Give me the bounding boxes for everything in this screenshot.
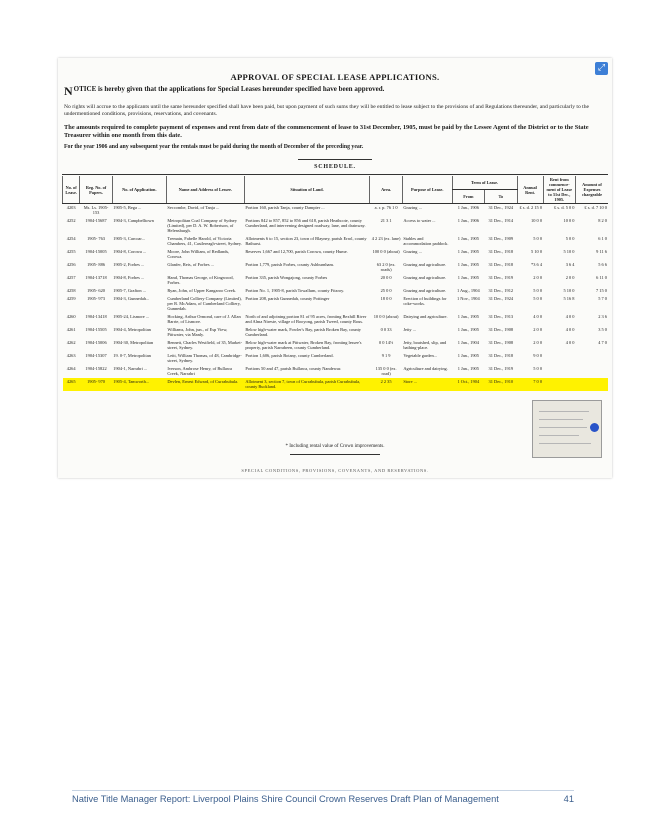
- cell-reg-no: 1904-15687: [85, 218, 107, 223]
- cell-lease-no: 4263: [66, 353, 76, 358]
- cell-purpose: Dairying and agriculture.: [403, 314, 448, 319]
- cell-lease-no: 4254: [66, 236, 76, 241]
- cell-term-from: 1 Jan., 1905: [457, 327, 479, 332]
- cell-purpose: Stables and accommodation paddock.: [403, 236, 449, 246]
- cell-rent-from: 2 0 0: [565, 275, 575, 280]
- cell-reg-no: 1904-13718: [85, 275, 107, 280]
- col-area: Area.: [370, 176, 402, 204]
- table-row: [63, 352, 609, 365]
- col-term: Term of Lease.: [452, 176, 517, 189]
- cell-area: 10 0 0 (about): [373, 314, 399, 319]
- page-footer: [72, 794, 574, 804]
- cell-lessee: Glanfer, Reis, of Forbes ...: [167, 262, 214, 267]
- cell-term-from: 1 Jan., 1906: [457, 218, 479, 223]
- cell-annual-rent: 2 0 0: [533, 327, 543, 332]
- cell-lease-no: 4257: [66, 275, 76, 280]
- cell-expenses: [576, 365, 609, 378]
- cell-term-from: 1 Jan., 1904: [457, 340, 479, 345]
- table-row: [63, 274, 609, 287]
- cell-situation: Below high-water mark, Fowler's Bay, parish Broken Bay, county Cumberland.: [245, 327, 362, 337]
- rubber-stamp: [532, 400, 602, 458]
- table-top-rule: [62, 174, 608, 175]
- cell-situation: North of and adjoining portion 81 of 95 acres, fronting Bexhill River and Alma Nireste, village of Booyong, parish Tweed, county Rous.: [245, 314, 367, 324]
- cell-annual-rent: 5 0 0: [533, 288, 543, 293]
- table-row: [63, 378, 609, 391]
- cell-application: 1904-8, Forbes ...: [113, 275, 145, 280]
- cell-term-to: 31 Dec., 1908: [488, 327, 514, 332]
- cell-annual-rent: 2 0 0: [533, 340, 543, 345]
- page-number: 41: [563, 794, 574, 804]
- cell-rent-from: 4 0 0: [565, 327, 575, 332]
- col-lessee: Name and Address of Lessee.: [166, 176, 244, 204]
- cell-lease-no: 4265: [63, 378, 80, 391]
- table-row: [63, 339, 609, 352]
- cell-lessee: Devlen, Ernest Edward, of Currabubula.: [166, 378, 244, 391]
- cell-term-from: 1 Jan., 1905: [457, 353, 479, 358]
- cell-reg-no: 1904-15307: [85, 353, 107, 358]
- table-row: [63, 295, 609, 313]
- cell-purpose: Grazing and agriculture.: [403, 275, 447, 280]
- cell-lessee: Tremain, Fabelle Harold, of Victoria Chambers, 41, Castlereagh-street, Sydney.: [167, 236, 242, 246]
- scanned-gazette-page: [58, 58, 612, 478]
- cell-lease-no: 4203: [66, 205, 76, 210]
- footnote: * Including rental value of Crown improvements.: [285, 444, 385, 449]
- cell-reg-no: 1904-13418: [85, 314, 107, 319]
- cell-area: 0 0 14½: [378, 340, 394, 345]
- document-title: APPROVAL OF SPECIAL LEASE APPLICATIONS.: [230, 72, 440, 82]
- cell-expenses: 5 7 0: [598, 296, 607, 301]
- cell-annual-rent: 10 0 0: [531, 218, 543, 223]
- cell-expenses: £ s. d. 7 10 0: [584, 205, 607, 210]
- table-row: [63, 204, 609, 218]
- cell-purpose: Grazing ...: [403, 249, 422, 254]
- cell-expenses: 8 2 0: [598, 218, 607, 223]
- amounts-paragraph: The amounts required to complete payment of expenses and rent from date of the commencement of lease to 31st December, 1905, must be paid by the Lessee Agent of the District or to the State Treasurer within one month from this date.: [64, 124, 589, 139]
- cell-situation: Allotments 6 to 15, section 23, town of Blayney, parish Errol, county Bathurst.: [245, 236, 367, 246]
- cell-situation: Portions 50 and 47, parish Bullawa, county Nandewar.: [245, 366, 342, 371]
- col-application: No. of Application.: [112, 176, 166, 204]
- cell-lessee: Hand, Thomas George, of Kingwood, Forbes.: [167, 275, 234, 285]
- cell-term-to: 31 Dec., 1924: [488, 205, 514, 210]
- cell-term-to: 31 Dec., 1909: [488, 236, 514, 241]
- cell-expenses: 5 6 6: [598, 262, 607, 267]
- cell-term-to: 31 Dec., 1924: [488, 296, 514, 301]
- cell-area: 63 2 0 (ex. roads): [376, 262, 396, 272]
- cell-application: 1905-4, Tamworth...: [112, 378, 166, 391]
- cell-lessee: Cumberland Colliery Company (Limited), per R. McAdam, of Cumberland Colliery, Gunnedah.: [167, 296, 242, 311]
- cell-reg-no: 1904-15822: [85, 366, 107, 371]
- cell-area: 2 2 35: [370, 378, 402, 391]
- col-term-from: From: [452, 189, 484, 203]
- cell-annual-rent: 2 0 0: [533, 275, 543, 280]
- cell-term-to: 31 Dec., 1918: [488, 353, 514, 358]
- expand-icon[interactable]: ⤢: [595, 62, 608, 75]
- rights-paragraph: No rights will accrue to the applicants until the same hereunder specified shall have been paid, but upon payment of such sums they will be entitled to lease subject to the provisions of and Regulations thereunder, and particularly to the undermentioned conditions, provisions, reservations, and covenants.: [64, 104, 589, 117]
- cell-purpose: Grazing and agriculture.: [403, 288, 447, 293]
- cell-application: 1904-3, Campbelltown: [113, 218, 154, 223]
- cell-rent-from: 5 0 0: [565, 236, 575, 241]
- cell-rent-from: 3 6 4: [565, 262, 575, 267]
- cell-lease-no: 4258: [66, 288, 76, 293]
- cell-term-from: 1 Jan., 1905: [457, 275, 479, 280]
- col-rent-from: Rent from commence-ment of Lease to 31st Dec., 1905.: [543, 176, 575, 204]
- cell-rent-from: 5 10 0: [563, 288, 575, 293]
- cell-lease-no: 4259: [66, 296, 76, 301]
- cell-term-from: 1 Jan., 1905: [457, 236, 479, 241]
- table-row: [63, 235, 609, 248]
- cell-lessee: Metropolitan Coal Company of Sydney (Limited), per D. A. W. Robertson, of Helensburgh.: [167, 218, 237, 233]
- cell-application: 1905-24, Lismore ...: [113, 314, 150, 319]
- cell-situation: Below high-water mark at Pittwater, Broken Bay, fronting lessee's property, parish Narrabeen, county Cumberland.: [245, 340, 362, 350]
- cell-area: 0 0 33: [380, 327, 392, 332]
- cell-expenses: 6 11 0: [596, 275, 607, 280]
- cell-lease-no: 4256: [66, 262, 76, 267]
- cell-reg-no: 1905- 970: [80, 378, 112, 391]
- cell-application: 1904-3, Gunnedah...: [113, 296, 150, 301]
- cell-expenses: 7 15 0: [596, 288, 607, 293]
- col-annual-rent: Annual Rent.: [517, 176, 543, 204]
- cell-annual-rent: 7 0 0: [517, 378, 543, 391]
- cell-purpose: Agriculture and dairying.: [403, 366, 448, 371]
- table-row: [63, 261, 609, 274]
- cell-area: 9 1 9: [381, 353, 391, 358]
- cell-application: 1905-2, Forbes ...: [113, 262, 145, 267]
- table-row: [63, 248, 609, 261]
- cell-term-to: 31 Dec., 1918: [488, 262, 514, 267]
- cell-reg-no: 1905- 763: [87, 236, 106, 241]
- cell-situation: Portions 842 to 857, 852 to 856 and 618, parish Heathcote, county Cumberland, and intervening designed roadway, lane, and drainway.: [245, 218, 366, 228]
- cell-purpose: Jetty, boatshed, slip, and bathing-place.: [403, 340, 447, 350]
- cell-situation: Reserves 1,667 and 12,700, parish Corowa, county Hume.: [245, 249, 348, 254]
- cell-expenses: 6 1 0: [598, 236, 607, 241]
- cell-lessee: Moore, John William, of Redlands, Corowa.: [167, 249, 230, 259]
- cell-reg-no: 1904-15006: [85, 340, 107, 345]
- cell-area: 21 3 1: [380, 218, 392, 223]
- cell-reg-no: 1905- 620: [87, 288, 106, 293]
- cell-rent-from: 4 0 0: [565, 340, 575, 345]
- cell-situation: Allotment 3, section 7, town of Currabubula, parish Currabubula, county Buckland.: [244, 378, 370, 391]
- cell-lessee: Seccombe, David, of Tanja ...: [167, 205, 220, 210]
- cell-purpose: Store ...: [402, 378, 452, 391]
- cell-application: 1905-3, Carcoar...: [113, 236, 145, 241]
- cell-term-from: 1 Jan., 1905: [457, 314, 479, 319]
- col-purpose: Purpose of Lease.: [402, 176, 452, 204]
- stamp-seal-icon: [590, 423, 599, 432]
- cell-term-to: 31 Dec., 1919: [488, 275, 514, 280]
- cell-lease-no: 4260: [66, 314, 76, 319]
- cell-application: 1904-4, Metropolitan: [113, 327, 151, 332]
- cell-term-to: 31 Dec., 1913: [488, 314, 514, 319]
- cell-application: 1905-7, Grafton ...: [113, 288, 146, 293]
- rentals-paragraph: For the year 1906 and any subsequent year the rentals must be paid during the month of December of the preceding year.: [64, 144, 364, 150]
- notice-text: OTICE is hereby given that the applications for Special Leases hereunder specified have been approved.: [73, 85, 385, 93]
- cell-reg-no: 1905- 973: [87, 296, 106, 301]
- table-row: [63, 313, 609, 326]
- notice-paragraph: [64, 86, 606, 96]
- cell-rent-from: 5 10 0: [563, 249, 575, 254]
- cell-application: 1905-5, Bega ...: [113, 205, 142, 210]
- cell-purpose: Grazing and agriculture.: [403, 262, 447, 267]
- footnote-rule: [290, 454, 380, 455]
- cell-rent-from: [543, 378, 575, 391]
- table-row: [63, 287, 609, 295]
- cell-purpose: Grazing ...: [403, 205, 422, 210]
- cell-expenses: 9 11 6: [596, 249, 607, 254]
- cell-area: 4 2 23 (ex. lane): [371, 236, 401, 241]
- col-lease-no: No. of Lease.: [63, 176, 80, 204]
- cell-lessee: Leitt, William Thomas, of 48, Cambridge-street, Sydney.: [167, 353, 242, 363]
- cell-annual-rent: 5 0 0: [533, 366, 543, 371]
- cell-situation: Portion 160, parish Tanja, county Dampier ...: [245, 205, 325, 210]
- cell-purpose: Vegetable garden...: [403, 353, 437, 358]
- table-row: [63, 365, 609, 378]
- cell-area: 100 0 0 (about): [372, 249, 400, 254]
- table-row: [63, 217, 609, 235]
- cell-term-to: 31 Dec., 1919: [488, 366, 514, 371]
- col-situation: Situation of Land.: [244, 176, 370, 204]
- cell-situation: Portion 1,779, parish Forbes, county Ashburnham.: [245, 262, 334, 267]
- cell-application: 19. 0-7, Metropolitan: [113, 353, 151, 358]
- cell-purpose: Erection of buildings for coke-works.: [403, 296, 447, 306]
- schedule-title: SCHEDULE.: [314, 164, 356, 170]
- cell-term-from: 1 Jan., 1905: [457, 366, 479, 371]
- cell-lease-no: 4261: [66, 327, 76, 332]
- cell-annual-rent: £ s. d. 2 15 0: [519, 205, 543, 210]
- cell-term-from: 1 Aug., 1904: [457, 288, 480, 293]
- cell-annual-rent: 5 10 0: [531, 249, 543, 254]
- cell-rent-from: 10 0 0: [563, 218, 575, 223]
- cell-reg-no: 1904-15505: [85, 327, 107, 332]
- cell-term-from: 1 Jan., 1905: [457, 262, 479, 267]
- col-expenses: Amount of Expenses chargeable: [576, 176, 609, 204]
- cell-expenses: 3 5 0: [598, 327, 607, 332]
- cell-term-to: 31 Dec., 1914: [488, 218, 514, 223]
- cell-area: 20 0 0: [380, 275, 392, 280]
- cell-lease-no: 4252: [66, 218, 76, 223]
- cell-annual-rent: 4 0 0: [533, 314, 543, 319]
- cell-rent-from: [543, 352, 575, 365]
- cell-lease-no: 4255: [66, 249, 76, 254]
- cell-term-to: 31 Dec., 1910: [485, 378, 517, 391]
- schedule-table: [62, 176, 608, 391]
- cell-expenses: 4 7 0: [598, 340, 607, 345]
- cell-term-from: 1 Jan., 1905: [457, 249, 479, 254]
- cell-area: 18 0 0: [380, 296, 392, 301]
- footer-rule: [72, 790, 574, 791]
- footer-title: Native Title Manager Report: Liverpool Plains Shire Council Crown Reserves Draft Plan of Management: [72, 794, 499, 804]
- cell-lessee: Hocking, Arthur Ormond, care of J. Allan Barrie, of Lismore.: [167, 314, 241, 324]
- cell-purpose: Jetty ...: [403, 327, 417, 332]
- cell-term-from: 1 Nov., 1904: [457, 296, 480, 301]
- cell-area: a. r. p. 76 1 0: [374, 205, 398, 210]
- cell-annual-rent: 5 0 0: [533, 296, 543, 301]
- notice-drop-cap: N: [64, 84, 73, 98]
- cell-situation: Portion No. 1, 1905-8, parish Towallum, county Fitzroy.: [245, 288, 345, 293]
- cell-term-to: 31 Dec., 1912: [488, 288, 514, 293]
- cell-annual-rent: 9 0 0: [533, 353, 543, 358]
- cell-rent-from: 4 0 0: [565, 314, 575, 319]
- cell-term-from: 1 Jan., 1906: [457, 205, 479, 210]
- cell-lessee: Williams, John, jun., of Esp View, Pittwater, via Manly.: [167, 327, 228, 337]
- cell-expenses: 2 3 6: [598, 314, 607, 319]
- col-term-to: To: [485, 189, 517, 203]
- col-reg-no: Reg. No. of Papers.: [80, 176, 112, 204]
- cell-situation: Portion 1,606, parish Botany, county Cumberland.: [245, 353, 334, 358]
- next-section-heading: SPECIAL CONDITIONS, PROVISIONS, COVENANTS, AND RESERVATIONS.: [241, 468, 429, 473]
- cell-reg-no: Ms. Ls. 1905- 153: [83, 205, 109, 215]
- cell-term-to: 31 Dec., 1918: [488, 249, 514, 254]
- cell-application: 1904-8, Corowa ...: [113, 249, 147, 254]
- cell-annual-rent: *3 6 4: [531, 262, 543, 267]
- cell-reg-no: 1904-15005: [85, 249, 107, 254]
- cell-application: 1904-1, Narrabri ...: [113, 366, 148, 371]
- cell-expenses: [576, 352, 609, 365]
- cell-term-to: 31 Dec., 1908: [488, 340, 514, 345]
- cell-lessee: Ryan, John, of Upper Kangaroo Creek.: [167, 288, 236, 293]
- cell-annual-rent: 5 0 0: [533, 236, 543, 241]
- cell-purpose: Access to water ...: [403, 218, 436, 223]
- cell-rent-from: £ s. d. 5 0 0: [554, 205, 575, 210]
- table-row: [63, 326, 609, 339]
- cell-lessee: Bennett, Charles Westfield, of 35, Market-street, Sydney.: [167, 340, 243, 350]
- cell-area: 135 0 0 (ex. road): [375, 366, 397, 376]
- cell-application: 1904-30, Metropolitan: [113, 340, 154, 345]
- cell-area: 25 0 0: [380, 288, 392, 293]
- cell-rent-from: [543, 365, 575, 378]
- cell-lease-no: 4262: [66, 340, 76, 345]
- cell-lease-no: 4264: [66, 366, 76, 371]
- cell-expenses: [576, 378, 609, 391]
- cell-rent-from: 5 16 8: [563, 296, 575, 301]
- cell-reg-no: 1905- 886: [87, 262, 106, 267]
- cell-term-from: 1 Oct., 1904: [452, 378, 484, 391]
- cell-situation: Portion 208, parish Gunnedah, county Pottinger: [245, 296, 330, 301]
- cell-situation: Portion 335, parish Wongajong, county Forbes: [245, 275, 328, 280]
- divider: [298, 159, 372, 160]
- cell-lessee: Iverson, Ambrose Henry, of Bullawa Creek, Narrabri: [167, 366, 232, 376]
